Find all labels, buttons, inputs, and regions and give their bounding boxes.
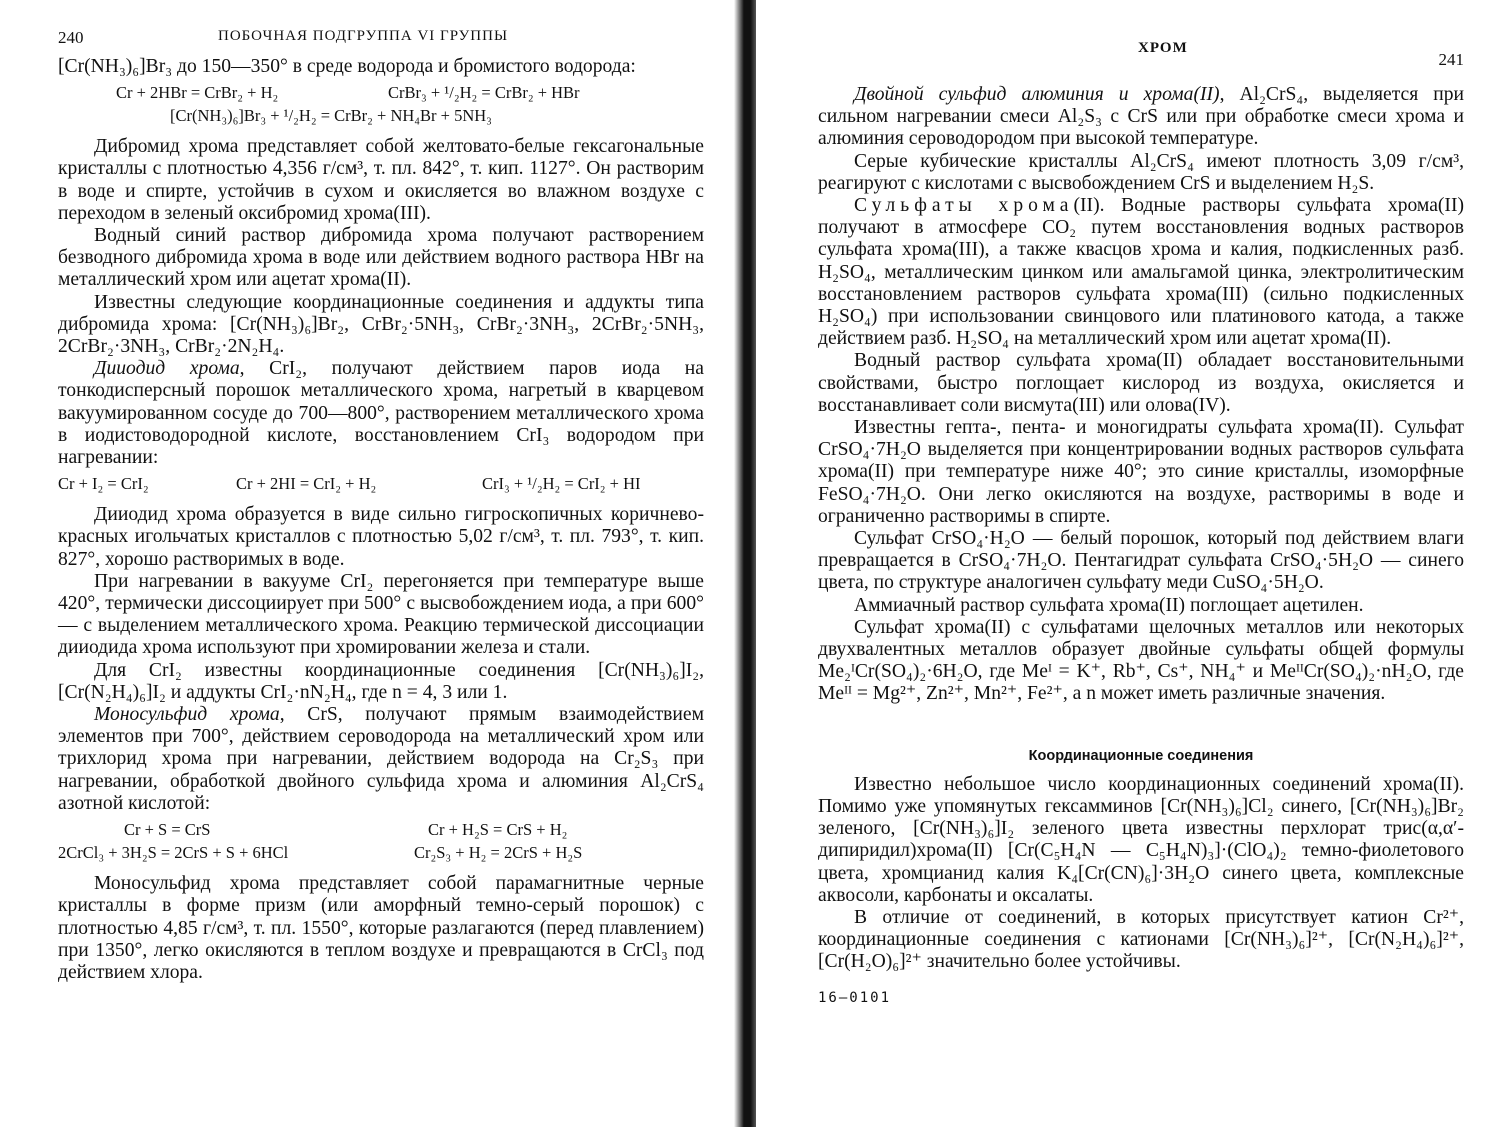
right-running-header — [818, 38, 1464, 68]
left-running-title: ПОБОЧНАЯ ПОДГРУППА VI ГРУППЫ — [218, 28, 509, 44]
paragraph: Известно небольшое число координационных соединений хрома(II). Помимо уже упомянутых гексамминов [Cr(NH₃)₆]Cl₂ синего, [Cr(NH₃)₆]Br₂ зеленого, [Cr(NH₃)₆]I₂ зеленого цвета известны перхлорат трис(α,α′-дипиридил)хрома(II) [Cr(C₅H₄N — C₅H₄N)₃]·(ClO₄)₂ темно-фиолетового цвета, хромцианид калия K₄[Cr(CN)₆]·3H₂O синего цвета, комплексные аквосоли, карбонаты и оксалаты. — [818, 773, 1464, 906]
paragraph: Для CrI₂ известны координационные соединения [Cr(NH₃)₆]I₂, [Cr(N₂H₄)₆]I₂ и аддукты CrI₂·nN₂H₄, где n = 4, 3 или 1. — [58, 659, 704, 703]
printer-signature: 16—0101 — [818, 989, 892, 1006]
equation: CrBr₃ + ¹/₂H₂ = CrBr₂ + HBr — [388, 83, 580, 103]
paragraph — [58, 358, 704, 469]
equation-block-3 — [58, 819, 704, 865]
paragraph: При нагревании в вакууме CrI₂ перегоняется при температуре выше 420°, термически диссоциирует при 500° с высвобождением иода, а при 600° — с выделением металлического хрома. Реакцию термической диссоциации дииодида хрома используют при хромировании железа и стали. — [58, 570, 704, 659]
paragraph: Водный раствор сульфата хрома(II) обладает восстановительными свойствами, быстро поглощает кислород из воздуха, окисляется и восстанавливает соли висмута(III) или олова(IV). — [818, 350, 1464, 416]
paragraph: В отличие от соединений, в которых присутствует катион Cr²⁺, координационные соединения с катионами [Cr(NH₃)₆]²⁺, [Cr(N₂H₄)₆]²⁺, [Cr(H₂O)₆]²⁺ значительно более устойчивы. — [818, 906, 1464, 973]
term-italic: Дииодид хрома — [94, 358, 240, 380]
equation: Cr + I₂ = CrI₂ — [58, 474, 149, 494]
equation-block-2 — [58, 473, 704, 496]
paragraph-text: , Al₂CrS₄, выделяется при сильном нагревании смеси Al₂S₃ с CrS или при обработке смеси хрома и алюминия сероводородом при высокой температуре. — [818, 84, 1464, 150]
equation: Cr + H₂S = CrS + H₂ — [428, 820, 568, 840]
paragraph-text: , CrI₂, получают действием паров иода на тонкодисперсный порошок металлического хрома, нагретый в кварцевом вакуумированном сосуде до 700—800°, растворением металлического хрома в иодистоводородной кислоте, восстановлением CrI₃ водородом при нагревании: — [58, 358, 704, 469]
equation: 2CrCl₃ + 3H₂S = 2CrS + S + 6HCl — [58, 843, 289, 863]
paragraph-text: (II). Водные растворы сульфата хрома(II) получают в атмосфере CO₂ путем восстановления водных растворов сульфата хрома(III), а также квасцов хрома и калия, подкисленных разб. H₂SO₄, металлическим цинком или амальгамой цинка, электролитическим восстановлением растворов сульфата хрома(III) (сильно подкисленных H₂SO₄) при использовании свинцового или платинового катода, а также действием разб. H₂SO₄ на металлический хром или ацетат хрома(II). — [818, 195, 1464, 350]
paragraph: Сульфат CrSO₄·H₂O — белый порошок, который под действием влаги превращается в CrSO₄·7H₂O. Пентагидрат сульфата CrSO₄·5H₂O — синего цвета, по структуре аналогичен сульфату меди CuSO₄·5H₂O. — [818, 528, 1464, 594]
section-heading: Координационные соединения — [1028, 747, 1254, 764]
equation: Cr + S = CrS — [124, 820, 211, 840]
term-italic: Двойной сульфид алюминия и хрома(II) — [854, 84, 1220, 105]
left-intro: [Cr(NH₃)₆]Br₃ до 150—350° в среде водорода и бромистого водорода: — [58, 56, 636, 77]
paragraph-text: , CrS, получают прямым взаимодействием элементов при 700°, действием сероводорода на металлический хром или трихлорид хрома при нагревании, действием водорода на Cr₂S₃ при нагревании, обработкой двойного сульфида хрома и алюминия Al₂CrS₄ азотной кислотой: — [58, 704, 705, 814]
spaced-term: Сульфаты хрома — [854, 195, 1074, 217]
paragraph: Водный синий раствор дибромида хрома получают растворением безводного дибромида хрома в воде или действием водного раствора HBr на металлический хром или ацетат хрома(II). — [58, 225, 704, 291]
paragraph: Серые кубические кристаллы Al₂CrS₄ имеют плотность 3,09 г/см³, реагируют с кислотами с высвобождением CrS и выделением H₂S. — [818, 150, 1464, 194]
right-page — [760, 0, 1504, 1127]
paragraph — [818, 84, 1464, 151]
equation: Cr + 2HBr = CrBr₂ + H₂ — [116, 83, 279, 103]
paragraph — [58, 704, 704, 815]
paragraph: Известны следующие координационные соединения и аддукты типа дибромида хрома: [Cr(NH₃)₆]Br₂, CrBr₂·5NH₃, CrBr₂·3NH₃, 2CrBr₂·5NH₃, 2CrBr₂·3NH₃, CrBr₂·2N₂H₄. — [58, 291, 704, 358]
paragraph: Сульфат хрома(II) с сульфатами щелочных металлов или некоторых двухвалентных металлов образует двойные сульфаты общей формулы Me₂ᴵCr(SO₄)₂·6H₂O, где Meᴵ = K⁺, Rb⁺, Cs⁺, NH₄⁺ и MeᴵᴵCr(SO₄)₂·nH₂O, где Meᴵᴵ = Mg²⁺, Zn²⁺, Mn²⁺, Fe²⁺, а n может иметь различные значения. — [818, 616, 1464, 705]
equation: Cr₂S₃ + H₂ = 2CrS + H₂S — [414, 843, 583, 863]
paragraph — [818, 195, 1464, 350]
term-italic: Моносульфид хрома — [94, 704, 280, 726]
paragraph: Дииодид хрома образуется в виде сильно гигроскопичных коричнево-красных игольчатых кристаллов с плотностью 5,02 г/см³, т. пл. 793°, т. кип. 827°, хорошо растворимых в воде. — [58, 504, 704, 570]
right-page-number: 241 — [1438, 50, 1464, 69]
paragraph: Известны гепта-, пента- и моногидраты сульфата хрома(II). Сульфат CrSO₄·7H₂O выделяется при концентрировании водных растворов сульфата хрома(II) при температуре ниже 40°; это синие кристаллы, изоморфные FeSO₄·7H₂O. Они легко окисляются на воздухе, растворимы в воде и ограниченно растворимы в спирте. — [818, 417, 1464, 527]
equation: Cr + 2HI = CrI₂ + H₂ — [236, 474, 377, 494]
equation: CrI₃ + ¹/₂H₂ = CrI₂ + HI — [482, 474, 641, 494]
right-running-title: ХРОМ — [1138, 40, 1188, 56]
equation-block-1 — [58, 82, 704, 128]
paragraph: Моносульфид хрома представляет собой парамагнитные черные кристаллы в форме призм (или аморфный темно-серый порошок) с плотностью 4,85 г/см³, т. пл. 1550°, которые разлагаются (перед плавлением) при 1350°, легко окисляются в теплом воздухе и превращаются в CrCl₃ под действием хлора. — [58, 873, 704, 983]
paragraph: Дибромид хрома представляет собой желтовато-белые гексагональные кристаллы с плотностью 4,356 г/см³, т. пл. 842°, т. кип. 1127°. Он растворим в воде и спирте, устойчив в сухом и окисляется во влажном воздухе с переходом в зеленый оксибромид хрома(III). — [58, 136, 704, 224]
left-running-header — [58, 26, 704, 56]
paragraph: Аммиачный раствор сульфата хрома(II) поглощает ацетилен. — [854, 594, 1364, 616]
equation: [Cr(NH₃)₆]Br₃ + ¹/₂H₂ = CrBr₂ + NH₄Br + 5NH₃ — [170, 106, 492, 126]
left-page-number: 240 — [58, 28, 84, 47]
